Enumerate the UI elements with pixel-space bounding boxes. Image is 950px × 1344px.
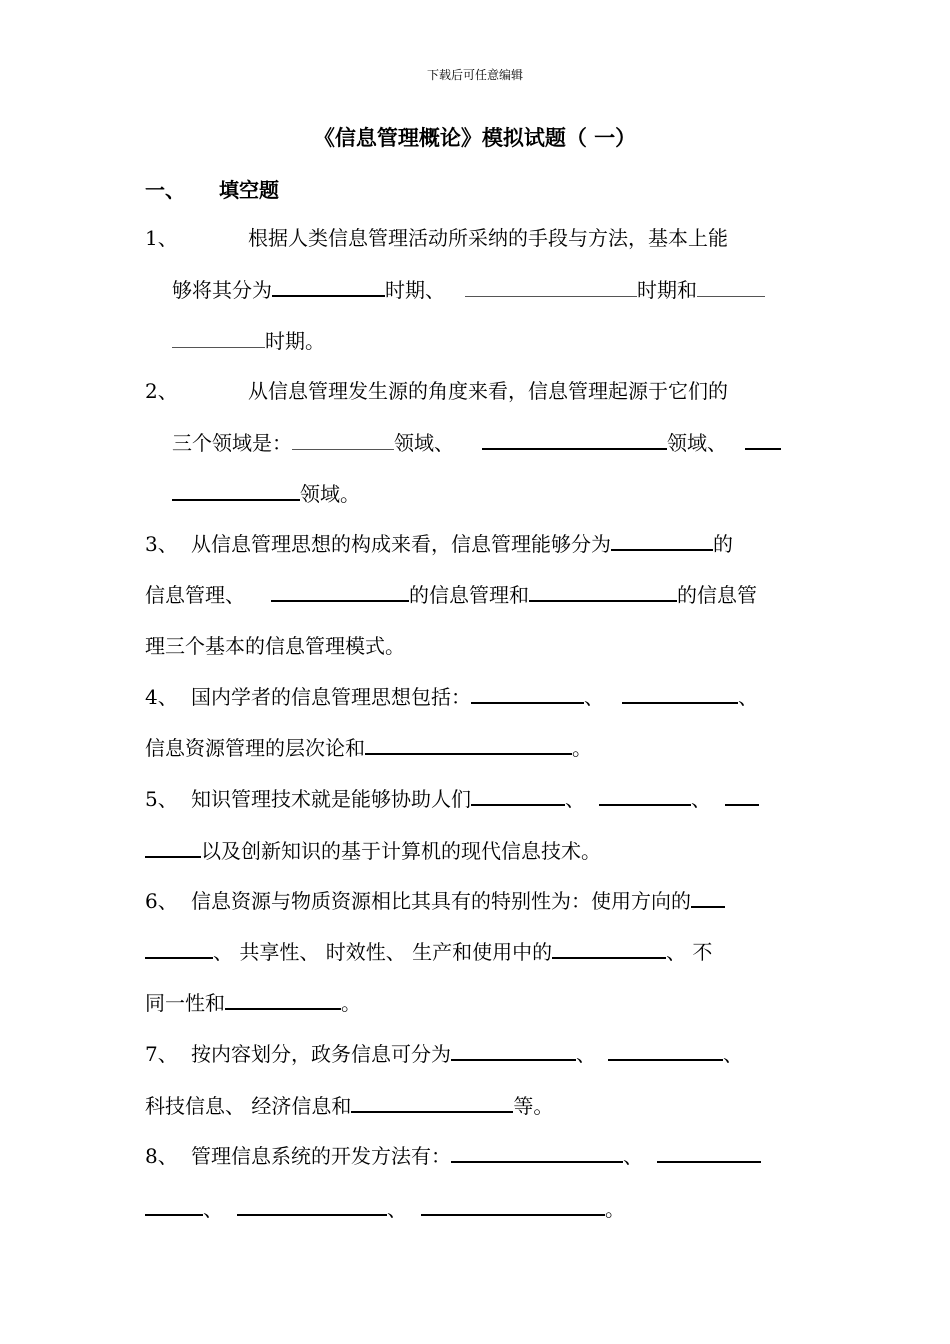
question-7-text-2: 、: [576, 1042, 596, 1066]
question-5-text-4: 以及创新知识的基于计算机的现代信息技术。: [201, 839, 601, 863]
question-8-text-4: 、: [387, 1197, 407, 1221]
question-8-text-3: 、: [203, 1197, 223, 1221]
question-7-number: 7、: [145, 1042, 178, 1066]
question-3-line-3: [145, 633, 405, 659]
question-8-line-2: [145, 1196, 625, 1222]
question-3-number: 3、: [145, 532, 178, 556]
question-3-text-6: 理三个基本的信息管理模式。: [145, 634, 405, 658]
blank-field[interactable]: [225, 1007, 341, 1010]
question-1-line-3: [172, 328, 325, 354]
question-3-line-1: [145, 531, 733, 557]
question-3-text-5: 的信息管: [677, 583, 757, 607]
question-3-text-3: 信息管理、: [145, 583, 245, 607]
blank-field[interactable]: [657, 1160, 761, 1163]
blank-field[interactable]: [482, 447, 667, 450]
question-2-text-2: 三个领域是：: [172, 431, 292, 455]
question-3-text-1: 从信息管理思想的构成来看，信息管理能够分为: [191, 532, 611, 556]
blank-field[interactable]: [271, 599, 409, 602]
question-8-number: 8、: [145, 1144, 178, 1168]
blank-field[interactable]: [529, 599, 677, 602]
question-1-text-5: 时期。: [265, 329, 325, 353]
blank-field[interactable]: [172, 346, 265, 348]
question-7-text-5: 等。: [513, 1094, 554, 1118]
blank-field[interactable]: [745, 447, 781, 450]
question-1-text-1: 根据人类信息管理活动所采纳的手段与方法，基本上能: [248, 226, 728, 250]
question-6-text-3: 、 不: [666, 940, 713, 964]
question-5-text-1: 知识管理技术就是能够协助人们: [191, 787, 471, 811]
blank-field[interactable]: [292, 448, 394, 450]
question-3-text-2: 的: [713, 532, 733, 556]
blank-field[interactable]: [145, 1213, 203, 1216]
question-5-text-3: 、: [691, 787, 711, 811]
question-2-text-5: 领域。: [300, 482, 360, 506]
question-6-line-3: [145, 990, 361, 1016]
question-1-text-2: 够将其分为: [172, 278, 272, 302]
question-8-text-5: 。: [605, 1197, 625, 1221]
question-7-text-4: 科技信息、 经济信息和: [145, 1094, 352, 1118]
section-heading: [145, 174, 279, 203]
blank-field[interactable]: [471, 803, 565, 806]
blank-field[interactable]: [237, 1213, 387, 1216]
question-8-text-1: 管理信息系统的开发方法有：: [191, 1144, 451, 1168]
question-8-text-2: 、: [623, 1144, 643, 1168]
question-6-text-2: 、 共享性、 时效性、 生产和使用中的: [213, 940, 553, 964]
blank-field[interactable]: [725, 803, 759, 806]
question-1-text-4: 时期和: [637, 278, 697, 302]
question-8-line-1: [145, 1143, 761, 1169]
question-2-line-1: [145, 378, 728, 404]
blank-field[interactable]: [465, 295, 637, 297]
question-4-text-1: 国内学者的信息管理思想包括：: [191, 685, 471, 709]
question-1-line-2: [172, 277, 765, 303]
blank-field[interactable]: [611, 548, 713, 551]
question-6-text-4: 同一性和: [145, 991, 225, 1015]
question-5-line-2: [145, 838, 601, 864]
question-1-line-1: [145, 225, 728, 251]
question-6-number: 6、: [145, 889, 178, 913]
blank-field[interactable]: [691, 905, 725, 908]
blank-field[interactable]: [451, 1160, 623, 1163]
blank-field[interactable]: [552, 956, 666, 959]
question-4-text-4: 信息资源管理的层次论和: [145, 736, 365, 760]
question-4-line-2: [145, 735, 592, 761]
page-header-note: 下载后可任意编辑: [426, 68, 523, 82]
blank-field[interactable]: [351, 1110, 513, 1113]
question-6-line-2: [145, 939, 712, 965]
question-5-number: 5、: [145, 787, 178, 811]
question-4-line-1: [145, 684, 758, 710]
question-7-text-3: 、: [723, 1042, 743, 1066]
question-5-line-1: [145, 786, 759, 812]
question-6-text-1: 信息资源与物质资源相比其具有的特别性为：使用方向的: [191, 889, 691, 913]
question-2-text-3: 领域、: [394, 431, 454, 455]
question-2-line-3: [172, 481, 360, 507]
blank-field[interactable]: [697, 295, 765, 297]
question-5-text-2: 、: [565, 787, 585, 811]
blank-field[interactable]: [365, 752, 572, 755]
question-2-number: 2、: [145, 379, 178, 403]
page-title: 《信息管理概论》模拟试题（ 一）: [313, 125, 637, 150]
blank-field[interactable]: [471, 701, 584, 704]
section-number: 一、: [145, 178, 185, 202]
blank-field[interactable]: [272, 294, 385, 297]
question-2-line-2: [172, 430, 781, 456]
blank-field[interactable]: [451, 1058, 576, 1061]
question-2-text-4: 领域、: [667, 431, 727, 455]
blank-field[interactable]: [145, 956, 213, 959]
question-7-text-1: 按内容划分，政务信息可分为: [191, 1042, 451, 1066]
question-1-text-3: 时期、: [385, 278, 445, 302]
question-6-line-1: [145, 888, 725, 914]
blank-field[interactable]: [622, 701, 738, 704]
blank-field[interactable]: [608, 1058, 723, 1061]
question-3-text-4: 的信息管理和: [409, 583, 529, 607]
blank-field[interactable]: [172, 498, 300, 501]
question-7-line-1: [145, 1041, 743, 1067]
blank-field[interactable]: [421, 1213, 605, 1216]
question-3-line-2: [145, 582, 757, 608]
question-4-number: 4、: [145, 685, 178, 709]
question-4-text-2: 、: [584, 685, 604, 709]
question-7-line-2: [145, 1093, 553, 1119]
blank-field[interactable]: [145, 855, 201, 858]
question-6-text-5: 。: [341, 991, 361, 1015]
question-1-number: 1、: [145, 226, 178, 250]
blank-field[interactable]: [599, 803, 691, 806]
question-4-text-3: 、: [738, 685, 758, 709]
section-label: 填空题: [219, 178, 279, 202]
question-4-text-5: 。: [572, 736, 592, 760]
question-2-text-1: 从信息管理发生源的角度来看，信息管理起源于它们的: [248, 379, 728, 403]
